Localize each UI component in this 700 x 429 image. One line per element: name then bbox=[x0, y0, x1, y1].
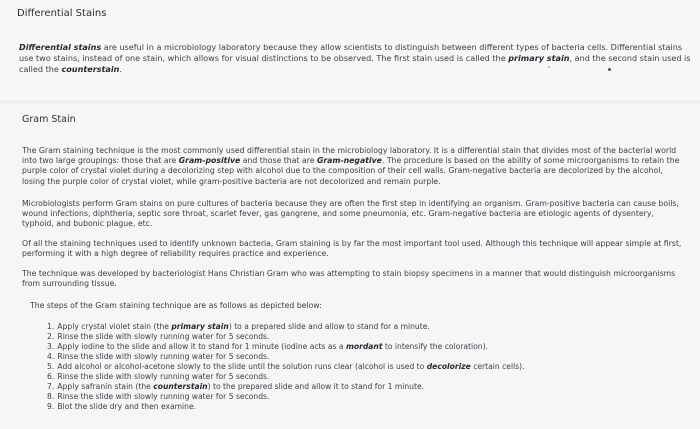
gram-stain-paragraph-2: Microbiologists perform Gram stains on pure cultures of bacteria because they are often the first step in identifying an organism. Gram-positive bacteria can cause boils, wound infections, diphtheria, septic sore throat, scarlet fever, gas gangrene, and some pneumonia, etc. Gram-negative bacteria are etiologic agents of dysentery, typhoid, and bubonic plague, etc. bbox=[22, 199, 679, 229]
step-item: 2. Rinse the slide with slowly running water for 5 seconds. bbox=[47, 332, 270, 342]
cursor-dot bbox=[608, 68, 611, 71]
step-item: 7. Apply safranin stain (the counterstain) to the prepared slide and allow it to stand for 1 minute. bbox=[47, 382, 425, 392]
differential-stains-intro: Differential stains are useful in a microbiology laboratory because they allow scientists to distinguish between different types of bacteria cells. Differential stains use two stains, instead of one stain, which allows for visual distinctions to be observed. The first stain used is called the primary stain, and the second stain used is called the counterstain. bbox=[19, 42, 691, 74]
step-item: 4. Rinse the slide with slowly running water for 5 seconds. bbox=[47, 352, 270, 362]
step-item: 5. Add alcohol or alcohol-acetone slowly to the slide until the solution runs clear (alcohol is used to decolorize certain cells). bbox=[47, 362, 525, 372]
step-text: Rinse the slide with slowly running water for 5 seconds. bbox=[57, 372, 270, 382]
emphasis-term: Differential stains bbox=[19, 42, 102, 52]
emphasis-term: primary stain bbox=[171, 322, 229, 331]
step-item: 3. Apply iodine to the slide and allow it to stand for 1 minute (iodine acts as a mordant to intensify the coloration). bbox=[47, 342, 488, 352]
emphasis-term: counterstain bbox=[153, 382, 208, 392]
differential-stains-heading: Differential Stains bbox=[17, 8, 107, 19]
gram-stain-heading: Gram Stain bbox=[22, 114, 76, 125]
step-text: Rinse the slide with slowly running water for 5 seconds. bbox=[57, 352, 270, 362]
gram-stain-paragraph-3: Of all the staining techniques used to identify unknown bacteria, Gram staining is by far the most important tool used. Although this technique will appear simple at first, performing it with a high degree of reliability requires practice and experience. bbox=[22, 239, 682, 259]
emphasis-term: primary stain bbox=[508, 52, 570, 63]
emphasis-term: mordant bbox=[345, 342, 383, 352]
step-item: 8. Rinse the slide with slowly running water for 5 seconds. bbox=[47, 392, 270, 402]
step-text: Blot the slide dry and then examine. bbox=[57, 402, 197, 412]
emphasis-term: Gram-positive bbox=[178, 156, 241, 166]
step-item: 6. Rinse the slide with slowly running water for 5 seconds. bbox=[47, 372, 270, 382]
step-text: Apply iodine to the slide and allow it to stand for 1 minute (iodine acts as a mordant to intensify the coloration). bbox=[57, 342, 488, 352]
step-text: Rinse the slide with slowly running water for 5 seconds. bbox=[57, 332, 270, 342]
gram-stain-paragraph-1: The Gram staining technique is the most commonly used differential stain in the microbiology laboratory. It is a differential stain that divides most of the bacterial world into two large groupings: those that are Gram-positive and those that are Gram-negative. The procedure is based on the ability of some microorganisms to retain the purple color of crystal violet during a decolorizing step with alcohol due to the composition of their cell walls. Gram-negative bacteria are decolorized by the alcohol, losing the purple color of crystal violet, while gram-positive bacteria are not decolorized and remain purple. bbox=[22, 146, 680, 186]
step-text: Add alcohol or alcohol-acetone slowly to the slide until the solution runs clear (alcohol is used to decolorize certain cells). bbox=[57, 362, 525, 372]
step-item: 9. Blot the slide dry and then examine. bbox=[47, 402, 197, 412]
step-text: Apply safranin stain (the counterstain) to the prepared slide and allow it to stand for 1 minute. bbox=[57, 382, 425, 392]
step-text: Apply crystal violet stain (the primary stain) to a prepared slide and allow to stand for a minute. bbox=[57, 322, 430, 331]
emphasis-term: decolorize bbox=[426, 362, 471, 372]
emphasis-term: Gram-negative bbox=[316, 156, 382, 166]
gram-stain-paragraph-4: The technique was developed by bacteriologist Hans Christian Gram who was attempting to stain biopsy specimens in a manner that would distinguish microorganisms from surrounding tissue. bbox=[22, 269, 676, 289]
step-text: Rinse the slide with slowly running water for 5 seconds. bbox=[57, 392, 270, 402]
emphasis-term: counterstain bbox=[61, 63, 120, 74]
steps-intro: The steps of the Gram staining technique are as follows as depicted below: bbox=[30, 301, 322, 310]
gram-stain-steps-list bbox=[47, 322, 687, 412]
cursor-mark: ˅ bbox=[547, 66, 551, 74]
step-item: 1. Apply crystal violet stain (the primary stain) to a prepared slide and allow to stand for a minute. bbox=[47, 322, 430, 331]
